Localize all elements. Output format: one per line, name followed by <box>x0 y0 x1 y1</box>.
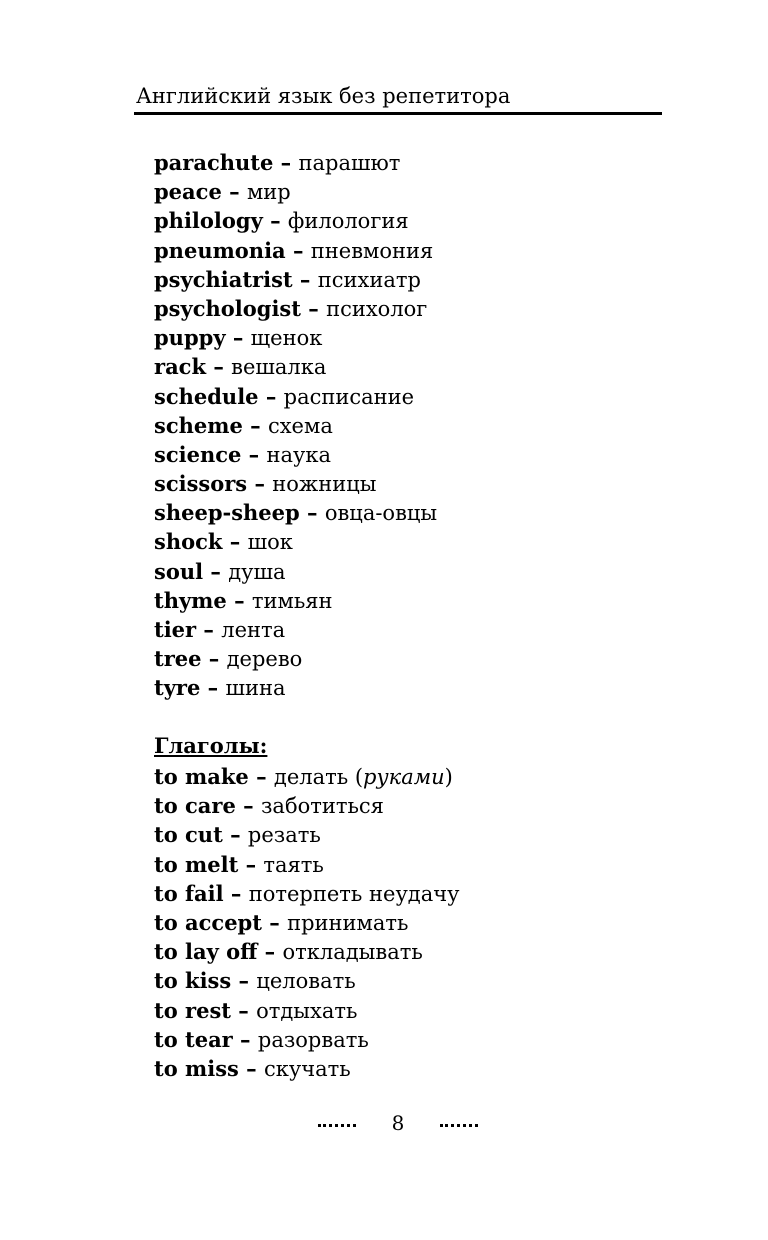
vocabulary-entry: scissors – ножницы <box>154 471 377 497</box>
russian-translation: схема <box>267 413 333 438</box>
vocabulary-entry: scheme – схема <box>154 412 333 438</box>
english-term: tree <box>154 646 202 672</box>
english-term: psychologist <box>154 295 301 321</box>
russian-translation: психиатр <box>317 267 421 292</box>
russian-translation: овца-овцы <box>324 501 438 526</box>
verb-entry: to care – заботиться <box>154 793 384 819</box>
usage-note: руками <box>363 765 445 789</box>
english-term: to miss <box>154 1055 239 1081</box>
english-term: to rest <box>154 997 231 1023</box>
english-term: philology <box>154 208 263 234</box>
english-term: to fail <box>154 880 224 906</box>
russian-translation: шина <box>225 676 286 701</box>
english-term: peace <box>154 179 222 205</box>
english-term: sheep-sheep <box>154 500 300 526</box>
vocabulary-entry: shock – шок <box>154 529 293 555</box>
verb-entry: to melt – таять <box>154 851 324 877</box>
english-term: scissors <box>154 471 248 497</box>
english-term: pneumonia <box>154 237 286 263</box>
verb-entry: to cut – резать <box>154 822 321 848</box>
russian-translation: расписание <box>283 384 415 409</box>
russian-translation: мир <box>246 180 291 205</box>
verb-entry: to accept – принимать <box>154 909 409 935</box>
russian-translation: резать <box>247 823 321 848</box>
verb-list <box>154 762 460 1083</box>
russian-translation: щенок <box>250 326 323 351</box>
english-term: rack <box>154 354 207 380</box>
english-term: shock <box>154 529 223 555</box>
english-term: science <box>154 441 242 467</box>
english-term: to care <box>154 793 236 819</box>
vocabulary-entry: science – наука <box>154 441 332 467</box>
russian-translation: скучать <box>264 1056 351 1081</box>
page-number: 8 <box>391 1111 405 1135</box>
verb-entry: to fail – потерпеть неудачу <box>154 880 460 906</box>
verb-entry: to tear – разорвать <box>154 1026 369 1052</box>
vocabulary-entry: tier – лента <box>154 617 286 642</box>
vocabulary-entry: puppy – щенок <box>154 325 323 351</box>
vocabulary-entry: sheep-sheep – овца-овцы <box>154 500 438 526</box>
vocabulary-entry: thyme – тимьян <box>154 587 333 613</box>
english-term: tier <box>154 617 197 642</box>
vocabulary-entry: psychiatrist – психиатр <box>154 266 421 292</box>
english-term: to cut <box>154 822 223 848</box>
russian-translation: таять <box>263 852 324 877</box>
vocabulary-entry: tyre – шина <box>154 675 286 701</box>
english-term: tyre <box>154 675 201 701</box>
vocabulary-entry: tree – дерево <box>154 646 303 672</box>
english-term: to make <box>154 764 249 789</box>
russian-translation: ножницы <box>272 472 377 497</box>
english-term: schedule <box>154 383 259 409</box>
english-term: to lay off <box>154 939 258 965</box>
english-term: parachute <box>154 150 274 175</box>
verb-entry: to rest – отдыхать <box>154 997 358 1023</box>
russian-translation: потерпеть неудачу <box>248 881 460 906</box>
russian-translation: дерево <box>226 647 303 672</box>
russian-translation: лента <box>221 618 286 642</box>
running-title: Английский язык без репетитора <box>136 84 511 108</box>
english-term: psychiatrist <box>154 266 293 292</box>
verbs-heading: Глаголы: <box>154 733 268 758</box>
russian-translation: филология <box>287 209 409 234</box>
russian-translation: отдыхать <box>256 998 358 1023</box>
footer-ornament-left <box>318 1121 356 1127</box>
vocabulary-entry: philology – филология <box>154 208 409 234</box>
header-rule <box>134 112 662 115</box>
russian-translation: делать <box>273 765 349 789</box>
page-footer <box>0 1110 768 1138</box>
verb-entry: to miss – скучать <box>154 1055 351 1081</box>
verb-entry: to make – делать (руками) <box>154 764 453 789</box>
russian-translation: парашют <box>298 151 401 175</box>
verb-entry: to kiss – целовать <box>154 968 356 994</box>
english-term: thyme <box>154 587 227 613</box>
english-term: scheme <box>154 412 243 438</box>
vocabulary-entry: rack – вешалка <box>154 354 327 380</box>
russian-translation: вешалка <box>231 355 327 380</box>
vocabulary-entry: schedule – расписание <box>154 383 415 409</box>
verb-entry: to lay off – откладывать <box>154 939 423 965</box>
vocabulary-entry: psychologist – психолог <box>154 295 428 321</box>
russian-translation: наука <box>266 442 332 467</box>
english-term: soul <box>154 558 204 584</box>
russian-translation: принимать <box>287 910 409 935</box>
english-term: to melt <box>154 851 239 877</box>
english-term: to accept <box>154 909 262 935</box>
english-term: to tear <box>154 1026 233 1052</box>
russian-translation: откладывать <box>282 940 423 965</box>
russian-translation: тимьян <box>251 588 333 613</box>
russian-translation: заботиться <box>260 794 384 819</box>
vocabulary-list <box>154 148 437 703</box>
footer-ornament-right <box>440 1121 478 1127</box>
russian-translation: пневмония <box>310 238 434 263</box>
vocabulary-entry: pneumonia – пневмония <box>154 237 434 263</box>
vocabulary-entry: peace – мир <box>154 179 291 205</box>
vocabulary-entry: soul – душа <box>154 558 286 584</box>
russian-translation: целовать <box>256 969 356 994</box>
russian-translation: шок <box>247 530 293 555</box>
english-term: puppy <box>154 325 226 351</box>
russian-translation: душа <box>228 559 286 584</box>
vocabulary-entry: parachute – парашют <box>154 150 401 175</box>
russian-translation: разорвать <box>257 1027 369 1052</box>
english-term: to kiss <box>154 968 232 994</box>
russian-translation: психолог <box>326 296 428 321</box>
